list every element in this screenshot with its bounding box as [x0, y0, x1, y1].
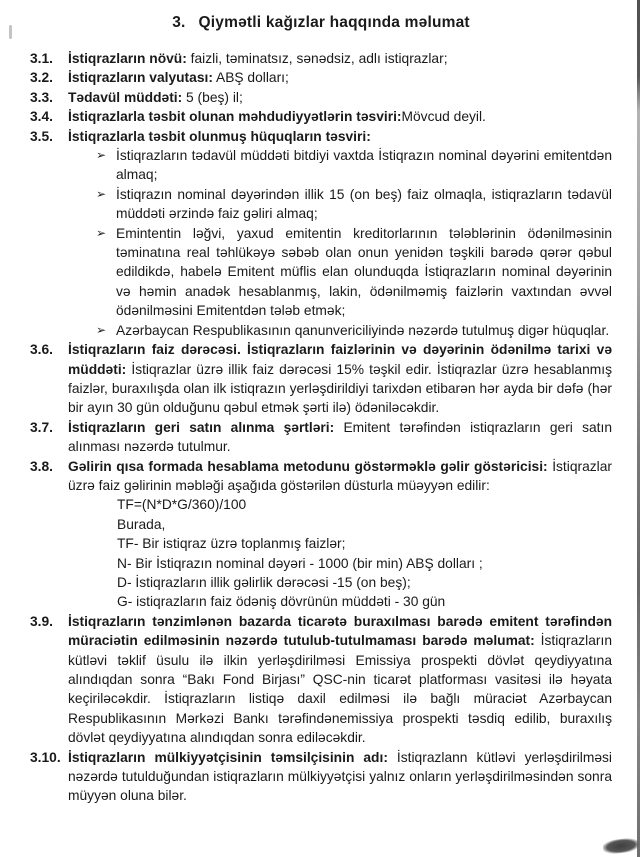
section-body [68, 418, 612, 457]
section-3-6 [30, 340, 612, 418]
section-text: 5 (beş) il; [182, 89, 243, 105]
section-text: İstiqrazlann kütləvi yerləşdirilməsi nəzərdə tutulduğundan istiqrazların mülkiyyətçisi yalnız onların yerləşdirilməsindən sonra müyyən oluna bilər. [68, 749, 612, 804]
scan-artifact-right-line [637, 0, 640, 857]
section-body [68, 748, 612, 806]
section-label: İstiqrazların valyutası: [68, 70, 213, 86]
section-text: Mövcud deyil. [401, 109, 486, 125]
scan-artifact-left-tick [9, 25, 12, 39]
section-3-4 [30, 107, 612, 126]
section-text: İstiqrazlar üzrə illik faiz dərəcəsi 15% təşkil edir. İstiqrazlar üzrə hesablanmış faizlər, buraxılışda olan ilk istiqrazın yerləşdirildiyi tarixdən etibarən hər ayda bir dəfə (hər bir ayın 30 gün olduğunu qəbul etmək şərti ilə) ödəniləcəkdir. [68, 361, 612, 416]
section-label: İstiqrazların tənzimlənən bazarda ticarətə buraxılması barədə emitent tərəfindən müraciətin edilməsinin nəzərdə tutulub-tutulmaması barədə məlumat: [68, 613, 612, 649]
section-3-10 [30, 748, 612, 806]
bullet-text: Emintentin ləğvi, yaxud emitentin kreditorlarının tələblərinin ödənilməsinin təminatına real təhlükəyə səbəb olan onun yenidən təşkili barədə qərər qəbul edildikdə, habelə Emitent müflis elan olunduqda İstiqrazların nominal dəyərinin və həmin anadək hesablanmış, lakin, ödənilməmiş faizlərin vaxtından əvvəl ödənilməsini Emitentdən tələb etmək; [116, 225, 612, 319]
section-number: 3.1. [30, 51, 54, 66]
formula-line: Burada, [117, 516, 166, 532]
rights-bullet-list [68, 146, 612, 340]
section-body [68, 612, 612, 748]
section-label: İstiqrazlarla təsbit olunan məhdudiyyətlərin təsviri: [68, 109, 402, 125]
section-label: İstiqrazlarla təsbit olunmuş hüquqların təsviri: [68, 128, 371, 144]
section-number: 3.3. [30, 89, 54, 105]
section-3-7 [30, 418, 612, 457]
section-label: İstiqrazların növü: [68, 51, 187, 66]
formula-line: N- Bir İstiqrazın nominal dəyəri - 1000 (bir min) ABŞ dolları ; [117, 555, 483, 571]
section-body [68, 49, 612, 68]
section-number: 3.9. [30, 613, 54, 629]
section-body [68, 127, 612, 340]
section-body [68, 340, 612, 418]
formula-block [117, 495, 612, 611]
section-body [68, 457, 612, 612]
section-3-2 [30, 68, 612, 87]
section-label: İstiqrazların geri satın alınma şərtləri: [68, 419, 335, 435]
title-number: 3. [172, 14, 186, 31]
section-body [68, 107, 612, 126]
section-3-1 [30, 49, 612, 68]
formula-line: G- istiqrazların faiz ödəniş dövrünün müddəti - 30 gün [117, 594, 446, 610]
section-label: İstiqrazların mülkiyyətçisinin təmsilçisinin adı: [68, 749, 388, 765]
section-number: 3.10. [30, 749, 61, 765]
formula-line: TF- Bir istiqraz üzrə toplanmış faizlər; [117, 536, 346, 552]
bullet-text: İstiqrazların tədavül müddəti bitdiyi vaxtda İstiqrazın nominal dəyərini emitentdən almaq; [116, 148, 612, 183]
arrow-bullet-icon: ➢ [96, 322, 107, 337]
bullet-item [96, 224, 612, 321]
section-text: İstiqrazlar üzrə faiz gəlirinin məbləği aşağıda göstərilən düsturla müəyyən edilir: [68, 458, 612, 493]
section-text: faizli, təminatsız, sənədsiz, adlı istiqrazlar; [186, 51, 448, 66]
bullet-text: Azərbaycan Respublikasının qanunvericiliyində nəzərdə tutulmuş digər hüquqlar. [116, 322, 610, 338]
formula-line: TF=(N*D*G/360)/100 [117, 497, 247, 513]
section-number: 3.5. [30, 128, 54, 144]
section-body [68, 88, 612, 107]
arrow-bullet-icon: ➢ [96, 186, 107, 201]
bullet-item [96, 321, 612, 340]
section-number: 3.8. [30, 458, 54, 474]
section-body [68, 68, 612, 87]
section-3-3 [30, 88, 612, 107]
page-title [30, 14, 612, 32]
section-label: Gəlirin qısa formada hesablama metodunu göstərməklə gəlir göstəricisi: [68, 458, 548, 474]
scan-artifact-smudge [602, 837, 639, 855]
section-number: 3.7. [30, 419, 54, 435]
title-text: Qiymətli kağızlar haqqında məlumat [198, 14, 470, 31]
bullet-item [96, 146, 612, 185]
section-3-8 [30, 457, 612, 612]
section-text: Emitent tərəfindən istiqrazların geri satın alınması nəzərdə tutulmur. [68, 419, 612, 455]
arrow-bullet-icon: ➢ [96, 148, 107, 163]
section-3-5 [30, 127, 612, 340]
section-label: Tədavül müddəti: [68, 89, 183, 105]
arrow-bullet-icon: ➢ [96, 225, 107, 240]
section-number: 3.4. [30, 109, 54, 125]
section-text: ABŞ dolları; [212, 70, 289, 86]
section-3-9 [30, 612, 612, 748]
bullet-item [96, 185, 612, 224]
formula-line: D- İstiqrazların illik gəlirlik dərəcəsi -15 (on beş); [117, 574, 411, 590]
section-number: 3.2. [30, 70, 54, 86]
section-text: İstiqrazların kütləvi təklif üsulu ilə ilkin yerləşdirilməsi Emissiya prospekti dövlət qeydiyyatına alındıqdan sonra “Bakı Fond Birjası” QSC-nin ticarət platforması vasitəsi ilə həyata keçiriləcəkdir. İstiqrazların listiqə daxil edilməsi ilə bağlı müraciət Azərbaycan Respublikasının Mərkəzi Bankı tərəfindənemissiya prospekti təsdiq edilib, buraxılış dövlət qeydiyyatına alındıqdan sonra ediləcəkdir. [68, 633, 612, 746]
section-number: 3.6. [30, 342, 54, 358]
section-label: İstiqrazların faiz dərəcəsi. İstiqrazların faizlərinin və dəyərinin ödənilmə tarixi və müddəti: [68, 342, 612, 377]
bullet-text: İstiqrazın nominal dəyərindən illik 15 (on beş) faiz olmaqla, istiqrazların tədavül müddəti ərzində faiz gəliri almaq; [116, 186, 612, 222]
